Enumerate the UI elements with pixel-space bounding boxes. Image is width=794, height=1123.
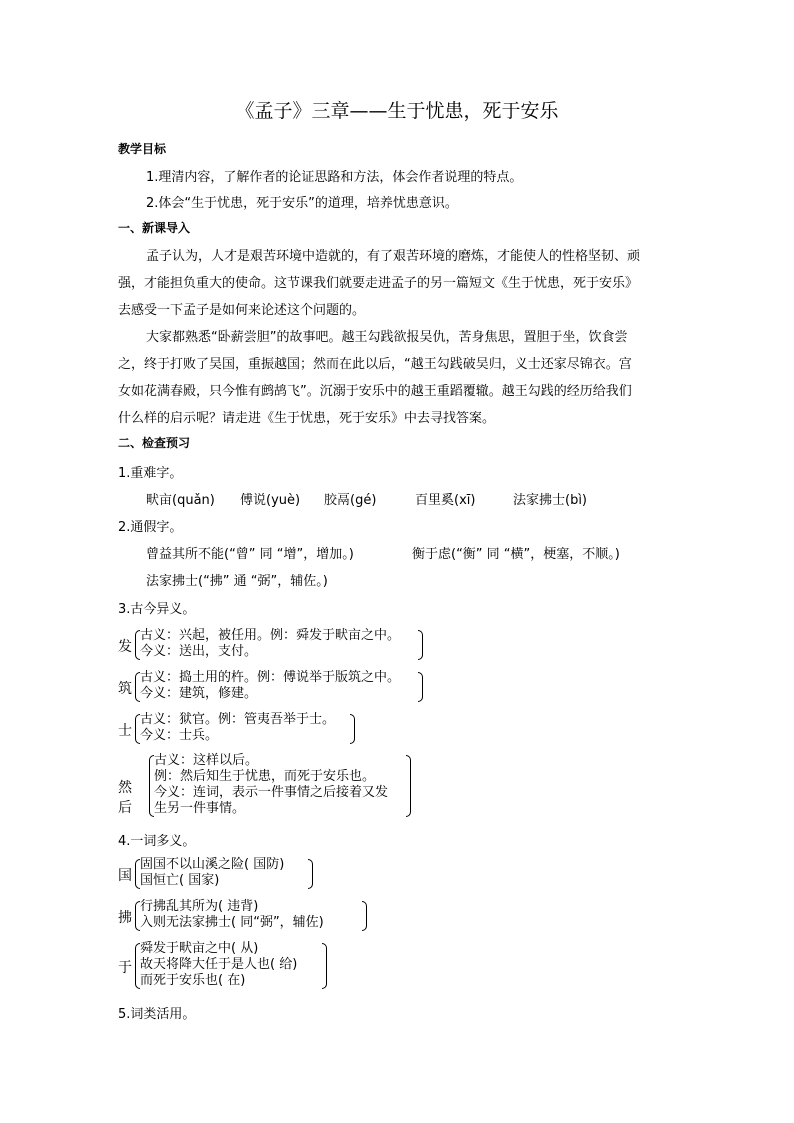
meaning-item: 今义：送出，支付。 bbox=[140, 644, 258, 659]
group-label: 拂 bbox=[118, 910, 132, 926]
right-brace bbox=[362, 901, 367, 931]
polysemy-item: 国恒亡( 国家) bbox=[140, 873, 220, 888]
meaning-item: 今义：士兵。 bbox=[140, 728, 219, 743]
goal-item-1: 1.理清内容，了解作者的论证思路和方法，体会作者说理的特点。 bbox=[146, 170, 523, 185]
meaning-item: 古义：狱官。例：管夷吾举于士。 bbox=[140, 712, 336, 727]
pronunciation-row bbox=[0, 489, 794, 507]
group-items bbox=[140, 670, 400, 702]
goals-heading: 教学目标 bbox=[118, 142, 167, 156]
section-heading-zhongnanzi: 1.重难字。 bbox=[118, 466, 183, 481]
group-items bbox=[154, 753, 388, 817]
meaning-item: 生另一件事情。 bbox=[154, 801, 246, 816]
page-title: 《孟子》三章——生于忧患，死于安乐 bbox=[235, 100, 559, 122]
word-pronunciation: 法家拂士(bì) bbox=[513, 493, 588, 508]
group-items bbox=[140, 628, 400, 660]
polysemy-item: 入则无法家拂士( 同“弼”，辅佐) bbox=[140, 915, 324, 930]
group-label: 筑 bbox=[118, 681, 132, 697]
meaning-item: 古义：兴起，被任用。例：舜发于畎亩之中。 bbox=[140, 628, 401, 643]
intro-line: 什么样的启示呢？请走进《生于忧患，死于安乐》中去寻找答案。 bbox=[118, 411, 496, 426]
meaning-item: 例：然后知生于忧患，而死于安乐也。 bbox=[154, 769, 376, 784]
section-heading-tongjiazi: 2.通假字。 bbox=[118, 520, 183, 535]
right-brace bbox=[418, 630, 423, 660]
word-pronunciation: 傅说(yuè) bbox=[240, 493, 301, 508]
polysemy-item: 故天将降大任于是人也( 给) bbox=[140, 957, 298, 972]
group-label: 然后 bbox=[118, 780, 132, 816]
word-pronunciation: 畎亩(quǎn) bbox=[146, 493, 215, 508]
polysemy-item: 固国不以山溪之险( 国防) bbox=[140, 857, 285, 872]
group-items bbox=[140, 857, 284, 889]
right-brace bbox=[406, 755, 411, 817]
section-heading-gujinyiyi: 3.古今异义。 bbox=[118, 602, 196, 617]
polysemy-item: 而死于安乐也( 在) bbox=[140, 973, 246, 988]
right-brace bbox=[322, 943, 327, 989]
polysemy-item: 舜发于畎亩之中( 从) bbox=[140, 941, 259, 956]
word-pronunciation: 百里奚(xī) bbox=[415, 493, 476, 508]
right-brace bbox=[308, 859, 313, 889]
tongjiazi-row bbox=[0, 543, 794, 561]
preview-heading: 二、检查预习 bbox=[118, 436, 191, 450]
intro-line: 之，终于打败了吴国，重振越国；然而在此以后，“越王勾践破吴归，义士还家尽锦衣。宫 bbox=[118, 357, 632, 372]
word-pronunciation: 胶鬲(gé) bbox=[324, 493, 377, 508]
intro-line: 女如花满春殿，只今惟有鹧鸪飞”。沉溺于安乐中的越王重蹈覆辙。越王勾践的经历给我们 bbox=[118, 384, 632, 399]
meaning-item: 古义：这样以后。 bbox=[154, 753, 259, 768]
right-brace bbox=[418, 672, 423, 702]
group-label: 于 bbox=[118, 960, 132, 976]
tongjiazi-entry: 曾益其所不能(“曾” 同 “增”，增加。) bbox=[146, 547, 354, 562]
meaning-item: 今义：建筑，修建。 bbox=[140, 686, 258, 701]
group-items bbox=[140, 712, 335, 744]
intro-line: 孟子认为，人才是艰苦环境中造就的，有了艰苦环境的磨炼，才能使人的性格坚韧、顽 bbox=[146, 249, 641, 264]
intro-line: 强，才能担负重大的使命。这节课我们就要走进孟子的另一篇短文《生于忧患，死于安乐》 bbox=[118, 276, 639, 291]
group-label: 发 bbox=[118, 639, 132, 655]
group-items bbox=[140, 899, 324, 931]
tongjiazi-entry: 衡于虑(“衡” 同 “横”，梗塞，不顺。) bbox=[412, 547, 620, 562]
intro-heading: 一、新课导入 bbox=[118, 221, 191, 235]
tongjiazi-entry: 法家拂士(“拂” 通 “弼”，辅佐。) bbox=[146, 574, 328, 589]
meaning-item: 今义：连词，表示一件事情之后接着又发 bbox=[154, 785, 389, 800]
polysemy-item: 行拂乱其所为( 违背) bbox=[140, 899, 259, 914]
group-label: 士 bbox=[118, 723, 132, 739]
group-label: 国 bbox=[118, 868, 132, 884]
meaning-item: 古义：捣土用的杵。例：傅说举于版筑之中。 bbox=[140, 670, 401, 685]
intro-line: 去感受一下孟子是如何来论述这个问题的。 bbox=[118, 303, 366, 318]
intro-line: 大家都熟悉“卧薪尝胆”的故事吧。越王勾践欲报吴仇，苦身焦思，置胆于坐，饮食尝 bbox=[146, 330, 628, 345]
section-heading-cileihuoyong: 5.词类活用。 bbox=[118, 1007, 196, 1022]
right-brace bbox=[350, 714, 355, 744]
goal-item-2: 2.体会“生于忧患，死于安乐”的道理，培养忧患意识。 bbox=[146, 196, 458, 211]
section-heading-yiciduoyi: 4.一词多义。 bbox=[118, 834, 196, 849]
group-items bbox=[140, 941, 297, 989]
